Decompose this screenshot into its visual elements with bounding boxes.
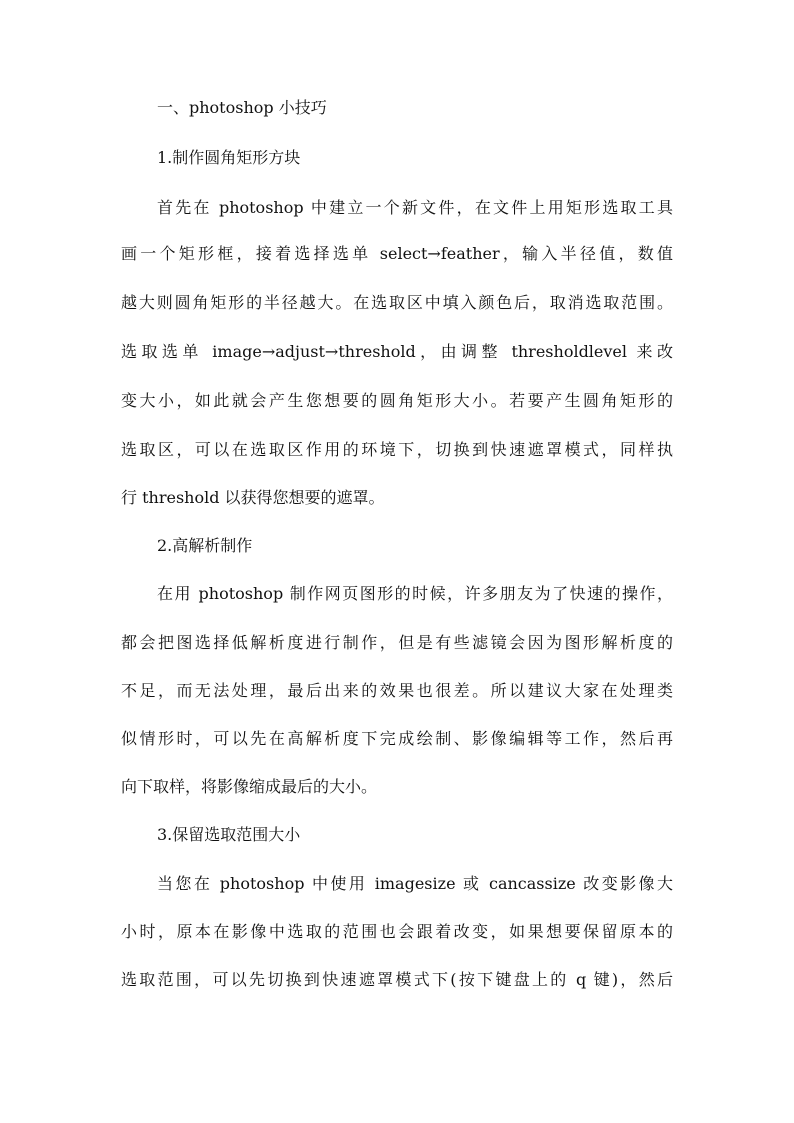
document-title: 一、photoshop 小技巧 xyxy=(157,98,327,117)
paragraph-line: 越大则圆角矩形的半径越大。在选取区中填入颜色后，取消选取范围。 xyxy=(121,293,673,312)
paragraph-line: 行 threshold 以获得您想要的遮罩。 xyxy=(121,488,385,507)
paragraph-line: 不足，而无法处理，最后出来的效果也很差。所以建议大家在处理类 xyxy=(121,681,673,700)
paragraph-line: 都会把图选择低解析度进行制作，但是有些滤镜会因为图形解析度的 xyxy=(121,633,673,652)
section-heading: 2.高解析制作 xyxy=(157,536,253,555)
paragraph-line: 当您在 photoshop 中使用 imagesize 或 cancassize 改变影像大 xyxy=(157,874,673,893)
section-heading: 3.保留选取范围大小 xyxy=(157,825,301,844)
paragraph-line: 向下取样，将影像缩成最后的大小。 xyxy=(121,777,378,796)
paragraph-line: 似情形时，可以先在高解析度下完成绘制、影像编辑等工作，然后再 xyxy=(121,729,673,748)
paragraph-line: 小时，原本在影像中选取的范围也会跟着改变，如果想要保留原本的 xyxy=(121,922,673,941)
paragraph-line: 首先在 photoshop 中建立一个新文件，在文件上用矩形选取工具 xyxy=(157,198,673,217)
paragraph-line: 选取选单 image→adjust→threshold，由调整 thresholdlevel 来改 xyxy=(121,342,673,361)
paragraph-line: 画一个矩形框，接着选择选单 select→feather，输入半径值，数值 xyxy=(121,244,673,263)
paragraph-line: 变大小，如此就会产生您想要的圆角矩形大小。若要产生圆角矩形的 xyxy=(121,391,673,410)
paragraph-line: 选取区，可以在选取区作用的环境下，切换到快速遮罩模式，同样执 xyxy=(121,440,673,459)
paragraph-line: 选取范围，可以先切换到快速遮罩模式下(按下键盘上的 q 键)，然后 xyxy=(121,970,673,989)
section-heading: 1.制作圆角矩形方块 xyxy=(157,148,301,167)
paragraph-line: 在用 photoshop 制作网页图形的时候，许多朋友为了快速的操作， xyxy=(157,584,673,603)
